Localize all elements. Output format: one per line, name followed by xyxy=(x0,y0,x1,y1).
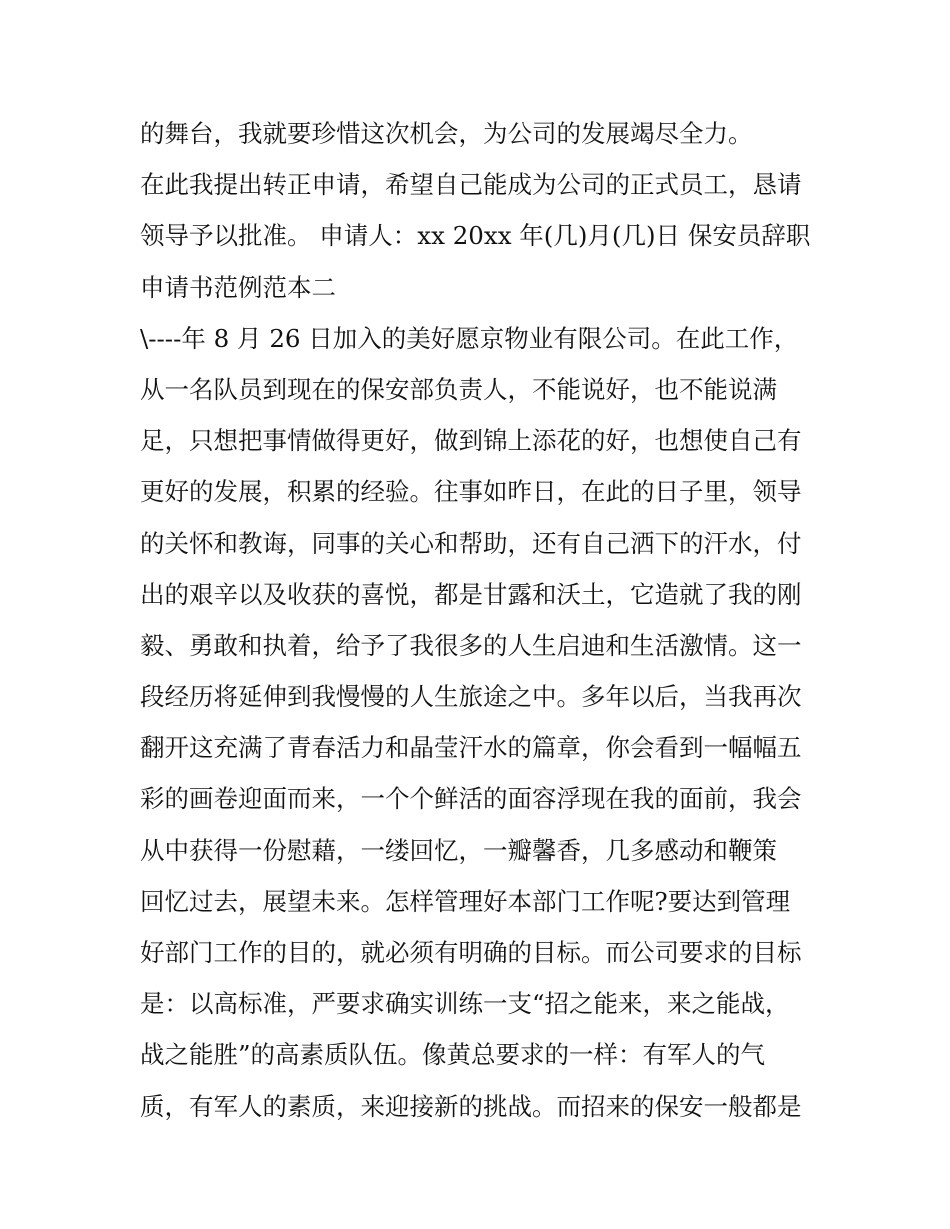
text-line: 更好的发展，积累的经验。往事如昨日，在此的日子里，领导 xyxy=(140,477,802,507)
text-line: 是：以高标准，严要求确实训练一支“招之能来，来之能战， xyxy=(140,989,790,1019)
text-line: 段经历将延伸到我慢慢的人生旅途之中。多年以后，当我再次 xyxy=(140,682,802,712)
text-line: 质，有军人的素质，来迎接新的挑战。而招来的保安一般都是 xyxy=(140,1091,802,1121)
text-line: 毅、勇敢和执着，给予了我很多的人生启迪和生活激情。这一 xyxy=(140,630,802,660)
body-text xyxy=(140,108,830,1132)
text-line: 回忆过去，展望未来。怎样管理好本部门工作呢?要达到管理 xyxy=(140,886,791,916)
text-line: 从中获得一份慰藉，一缕回忆，一瓣馨香，几多感动和鞭策 xyxy=(140,835,777,865)
text-line: 申请书范例范本二 xyxy=(140,272,336,302)
text-line: 好部门工作的目的，就必须有明确的目标。而公司要求的目标 xyxy=(140,938,802,967)
text-line: \----年 8 月 26 日加入的美好愿京物业有限公司。在此工作， xyxy=(140,323,799,353)
text-line: 战之能胜”的高素质队伍。像黄总要求的一样：有军人的气 xyxy=(140,1040,766,1070)
text-line: 领导予以批准。 申请人：xx 20xx 年(几)月(几)日 保安员辞职 xyxy=(140,221,811,251)
text-line: 翻开这充满了青春活力和晶莹汗水的篇章，你会看到一幅幅五 xyxy=(140,733,802,763)
text-line: 在此我提出转正申请，希望自己能成为公司的正式员工，恳请 xyxy=(140,170,802,200)
text-line: 足，只想把事情做得更好，做到锦上添花的好，也想使自己有 xyxy=(140,426,802,456)
text-line: 出的艰辛以及收获的喜悦，都是甘露和沃土，它造就了我的刚 xyxy=(140,579,802,609)
text-line: 的舞台，我就要珍惜这次机会，为公司的发展竭尽全力。 xyxy=(140,119,753,148)
text-line: 彩的画卷迎面而来，一个个鲜活的面容浮现在我的面前，我会 xyxy=(140,784,802,814)
text-line: 的关怀和教诲，同事的关心和帮助，还有自己洒下的汗水，付 xyxy=(140,528,802,558)
text-line: 从一名队员到现在的保安部负责人，不能说好，也不能说满 xyxy=(140,374,777,404)
